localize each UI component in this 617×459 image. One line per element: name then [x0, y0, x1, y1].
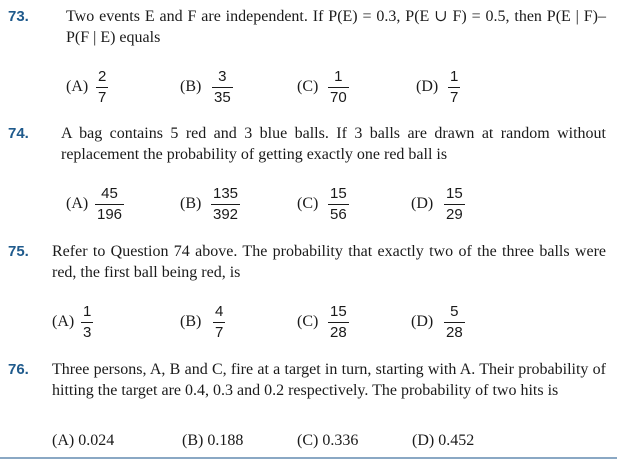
numerator: 135: [213, 185, 239, 202]
fraction: [95, 185, 124, 223]
denominator: 70: [330, 89, 347, 106]
fraction-bar: [328, 204, 349, 205]
fraction: [96, 68, 108, 106]
question-text: Refer to Question 74 above. The probability that exactly two of the three balls were red, the first ball being red, is: [52, 243, 606, 281]
numerator: 1: [334, 68, 343, 85]
denominator: 28: [446, 324, 463, 341]
question-text: Two events E and F are independent. If P(E) = 0.3, P(E ∪ F) = 0.5, then P(E | F)–P(F | E) equals: [66, 8, 606, 46]
option-label: (D): [411, 313, 434, 330]
denominator: 7: [98, 89, 107, 106]
denominator: 28: [330, 324, 347, 341]
option-label: (A): [66, 78, 89, 95]
option-label: (D): [416, 78, 439, 95]
fraction-bar: [448, 87, 460, 88]
option-label: (B): [180, 313, 202, 330]
option-b: (B) 0.188: [182, 432, 244, 449]
option-label: (D): [411, 195, 434, 212]
fraction-bar: [444, 204, 465, 205]
denominator: 29: [446, 206, 463, 223]
fraction: [328, 303, 349, 341]
option-label: (C): [297, 78, 319, 95]
numerator: 1: [83, 303, 92, 320]
denominator: 392: [213, 206, 239, 223]
fraction: [81, 303, 93, 341]
question-number: 76.: [8, 361, 29, 378]
denominator: 7: [450, 89, 459, 106]
fraction-bar: [444, 322, 465, 323]
denominator: 7: [215, 324, 224, 341]
fraction: [328, 185, 349, 223]
fraction: [448, 68, 460, 106]
numerator: 15: [330, 185, 347, 202]
option-label: (A): [66, 195, 89, 212]
denominator: 35: [214, 89, 231, 106]
option-label: (B): [180, 78, 202, 95]
question-text: A bag contains 5 red and 3 blue balls. If 3 balls are drawn at random without replacement the probability of getting exactly one red ball is: [61, 125, 606, 163]
fraction-bar: [212, 87, 233, 88]
fraction: [444, 303, 465, 341]
fraction: [211, 185, 240, 223]
numerator: 3: [218, 68, 227, 85]
option-c: (C) 0.336: [297, 432, 359, 449]
fraction-bar: [328, 87, 349, 88]
numerator: 45: [101, 185, 118, 202]
fraction-bar: [96, 87, 108, 88]
fraction-bar: [95, 204, 124, 205]
denominator: 3: [83, 324, 92, 341]
numerator: 15: [330, 303, 347, 320]
denominator: 196: [97, 206, 123, 223]
option-label: (C): [297, 313, 319, 330]
fraction: [444, 185, 465, 223]
numerator: 2: [98, 68, 107, 85]
fraction-bar: [328, 322, 349, 323]
numerator: 1: [450, 68, 459, 85]
fraction-bar: [81, 322, 93, 323]
fraction: [213, 303, 225, 341]
fraction: [212, 68, 233, 106]
fraction-bar: [213, 322, 225, 323]
fraction: [328, 68, 349, 106]
question-number: 74.: [8, 125, 29, 142]
option-label: (A): [52, 313, 75, 330]
fraction-bar: [211, 204, 240, 205]
numerator: 5: [450, 303, 459, 320]
option-label: (B): [180, 195, 202, 212]
option-a: (A) 0.024: [52, 432, 115, 449]
option-d: (D) 0.452: [412, 432, 475, 449]
numerator: 4: [215, 303, 224, 320]
denominator: 56: [330, 206, 347, 223]
option-label: (C): [297, 195, 319, 212]
question-number: 75.: [8, 243, 29, 260]
question-number: 73.: [8, 8, 29, 25]
numerator: 15: [446, 185, 463, 202]
question-text: Three persons, A, B and C, fire at a target in turn, starting with A. Their probability of hitting the target are 0.4, 0.3 and 0.2 respectively. The probability of two hits is: [52, 361, 606, 399]
